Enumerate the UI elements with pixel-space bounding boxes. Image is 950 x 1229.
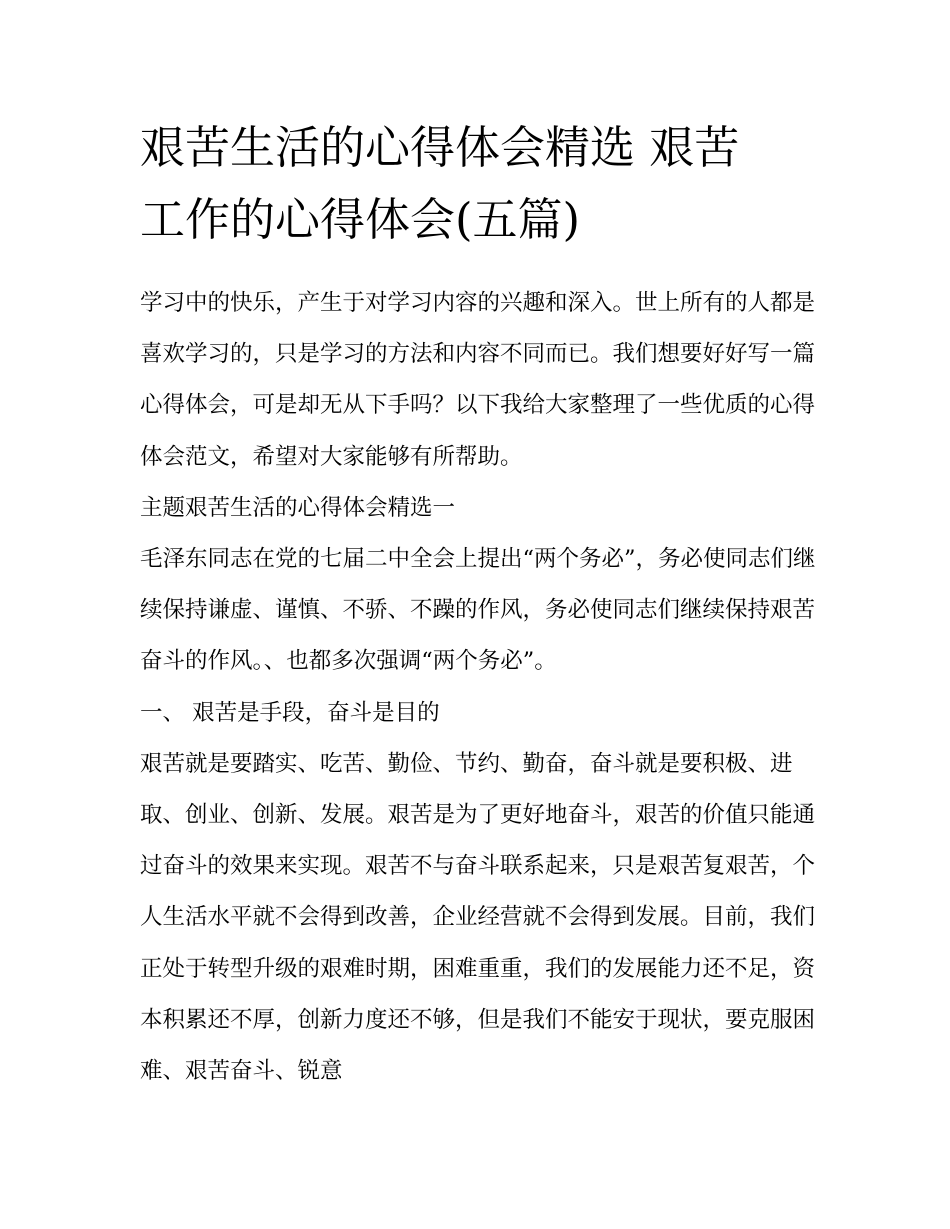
document-title <box>140 112 820 256</box>
document-body <box>140 278 820 1097</box>
subsection-heading: 一、 艰苦是手段，奋斗是目的 <box>140 699 440 726</box>
title-line-1: 艰苦生活的心得体会精选 艰苦 <box>140 121 740 174</box>
body-paragraph: 艰苦就是要踏实、吃苦、勤俭、节约、勤奋，奋斗就是要积极、进取、创业、创新、发展。艰苦是为了更好地奋斗，艰苦的价值只能通过奋斗的效果来实现。艰苦不与奋斗联系起来，只是艰苦复艰苦，个人生活水平就不会得到改善，企业经营就不会得到发展。目前，我们正处于转型升级的艰难时期，困难重重，我们的发展能力还不足，资本积累还不厚，创新力度还不够，但是我们不能安于现状，要克服困难、艰苦奋斗、锐意 <box>140 750 816 1085</box>
body-paragraph: 毛泽东同志在党的七届二中全会上提出“两个务必”，务必使同志们继续保持谦虚、谨慎、不骄、不躁的作风，务必使同志们继续保持艰苦奋斗的作风。、也都多次强调“两个务必”。 <box>140 546 816 675</box>
section-heading: 主题艰苦生活的心得体会精选一 <box>140 494 456 521</box>
intro-paragraph: 学习中的快乐，产生于对学习内容的兴趣和深入。世上所有的人都是喜欢学习的，只是学习的方法和内容不同而已。我们想要好好写一篇心得体会，可是却无从下手吗？以下我给大家整理了一些优质的心得体会范文，希望对大家能够有所帮助。 <box>140 290 816 470</box>
title-line-2: 工作的心得体会(五篇) <box>140 193 581 246</box>
